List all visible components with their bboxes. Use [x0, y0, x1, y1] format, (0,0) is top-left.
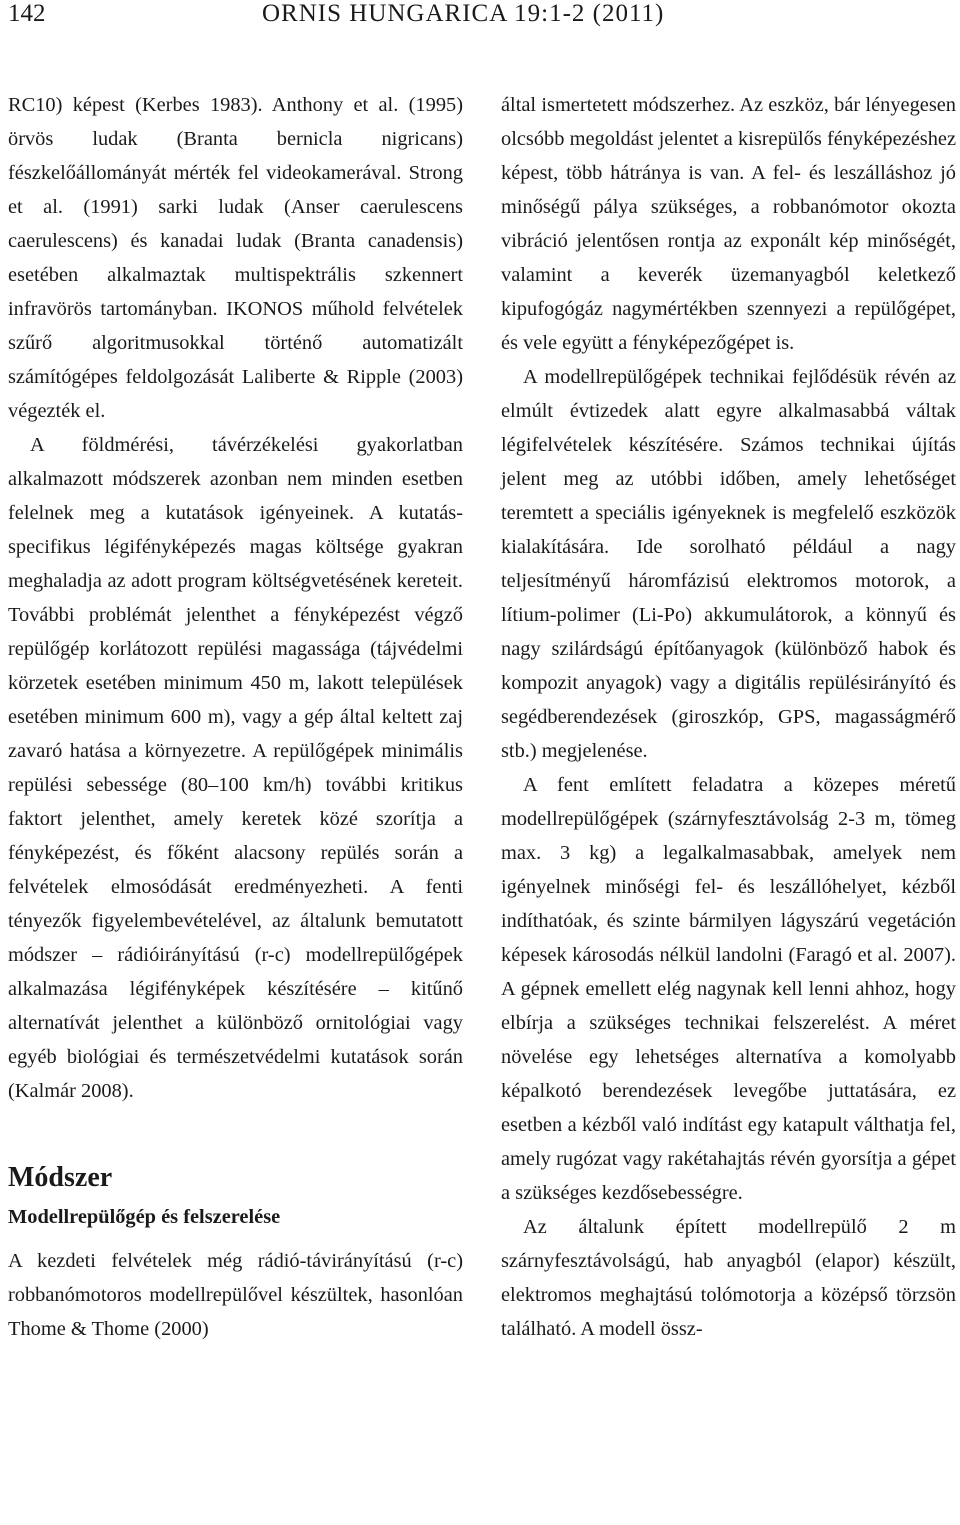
left-paragraph-2: A földmérési, távérzékelési gyakorlatban alkalmazott módszerek azonban nem minden esetben felelnek meg a kutatások igényeinek. A kutatás-specifikus légifényképezés magas költsége gyakran meghaladja az adott program költségvetésének kereteit. További problémát jelenthet a fényképezést végző repülőgép korlátozott repülési magassága (tájvédelmi körzetek esetében minimum 450 m, lakott települések esetében minimum 600 m), vagy a gép által keltett zaj zavaró hatása a környezetre. A repülőgépek minimális repülési sebessége (80–100 km/h) további kritikus faktort jelenthet, amely keretek közé szorítja a fényképezést, és főként alacsony repülés során a felvételek elmosódását eredményezheti. A fenti tényezők figyelembevételével, az általunk bemutatott módszer – rádióirányítású (r-c) modellrepülőgépek alkalmazása légifényképek készítésére – kitűnő alternatívát jelenthet a különböző ornitológiai vagy egyéb biológiai és természetvédelmi kutatások során (Kalmár 2008). [8, 434, 463, 1102]
journal-running-title: ORNIS HUNGARICA 19:1-2 (2011) [262, 0, 665, 27]
left-paragraph-1: RC10) képest (Kerbes 1983). Anthony et al. (1995) örvös ludak (Branta bernicla nigricans) fészkelőállományát mérték fel videokamerával. Strong et al. (1991) sarki ludak (Anser caerulescens caerulescens) és kanadai ludak (Branta canadensis) esetében alkalmaztak multispektrális szkennert infravörös tartományban. IKONOS műhold felvételek szűrő algoritmusokkal történő automatizált számítógépes feldolgozását Laliberte & Ripple (2003) végezték el. [8, 94, 463, 422]
right-paragraph-2: A modellrepülőgépek technikai fejlődésük révén az elmúlt évtizedek alatt egyre alkalmasabbá váltak légifelvételek készítésére. Számos technikai újítás jelent meg az utóbbi időben, amely lehetőséget teremtett a speciális igényeknek is megfelelő eszközök kialakítására. Ide sorolható például a nagy teljesítményű háromfázisú elektromos motorok, a lítium-polimer (Li-Po) akkumulátorok, a könnyű és nagy szilárdságú építőanyagok (különböző habok és kompozit anyagok) vagy a digitális repülésirányító és segédberendezések (giroszkóp, GPS, magasságmérő stb.) megjelenése. [501, 366, 956, 762]
left-column [8, 88, 463, 1346]
right-paragraph-3: A fent említett feladatra a közepes méretű modellrepülőgépek (szárnyfesztávolság 2-3 m, tömeg max. 3 kg) a legalkalmasabbak, amelyek nem igényelnek minőségi fel- és leszállóhelyet, kézből indíthatóak, és szinte bármilyen lágyszárú vegetáción képesek károsodás nélkül landolni (Faragó et al. 2007). A gépnek emellett elég nagynak kell lenni ahhoz, hogy elbírja a szükséges technikai felszerelést. A méret növelése egy lehetséges alternatíva a komolyabb képalkotó berendezések levegőbe juttatására, ez esetben a kézből való indítást egy katapult válthatja fel, amely rugózat vagy rakétahajtás révén gyorsítja a gépet a szükséges kezdősebességre. [501, 774, 956, 1204]
right-paragraph-4: Az általunk épített modellrepülő 2 m szárnyfesztávolságú, hab anyagból (elapor) készült, elektromos meghajtású tolómotorja a középső törzsön található. A modell össz- [501, 1216, 956, 1340]
page-header [0, 0, 960, 40]
right-column [501, 88, 956, 1346]
section-title: Módszer [8, 1162, 113, 1193]
right-paragraph-1: által ismertetett módszerhez. Az eszköz, bár lényegesen olcsóbb megoldást jelentet a kisrepülős fényképezéshez képest, több hátránya is van. A fel- és leszálláshoz jó minőségű pálya szükséges, a robbanómotor okozta vibráció jelentősen rontja az exponált kép minőségét, valamint a keverék üzemanyagból keletkező kipufogógáz nagymértékben szennyezi a repülőgépet, és vele együtt a fényképezőgépet is. [501, 94, 956, 354]
page-number: 142 [8, 0, 46, 27]
left-paragraph-3: A kezdeti felvételek még rádió-távirányítású (r-c) robbanómotoros modellrepülővel készültek, hasonlóan Thome & Thome (2000) [8, 1250, 463, 1340]
subsection-title: Modellrepülőgép és felszerelése [8, 1206, 281, 1228]
